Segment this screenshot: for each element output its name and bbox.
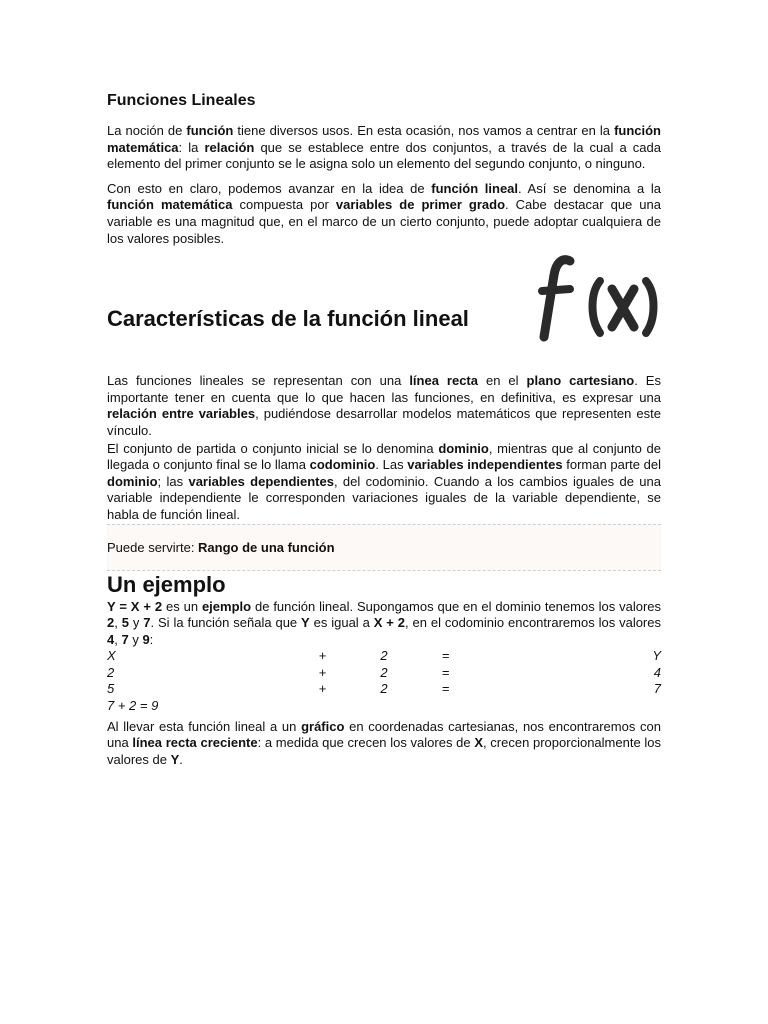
section-title-caracteristicas: Características de la función lineal bbox=[107, 306, 469, 332]
text-run: , mientras que al conjunto de llegada o conjunto final se lo llama bbox=[107, 440, 662, 473]
text-run: Al llevar esta función lineal a un bbox=[107, 718, 302, 734]
bold-term: 5 bbox=[121, 615, 129, 631]
table-cell: 7 bbox=[653, 681, 661, 697]
table-cell: = bbox=[441, 664, 450, 680]
text-run: : bbox=[149, 631, 154, 647]
bold-term: relación entre variables bbox=[107, 406, 256, 422]
text-run: : a medida que crecen los valores de bbox=[257, 735, 475, 751]
text-run: en coordenadas cartesianas, nos encontraremos con una bbox=[107, 718, 661, 751]
bold-term: Y bbox=[301, 615, 310, 631]
bold-term: dominio bbox=[438, 440, 489, 456]
paragraph-linea-recta bbox=[107, 373, 661, 439]
table-cell: 2 bbox=[380, 681, 388, 697]
section-header-caracteristicas bbox=[107, 253, 661, 373]
bold-term: 4 bbox=[107, 631, 115, 647]
text-run: , crecen proporcionalmente los valores de bbox=[107, 735, 661, 767]
section-title-funciones-lineales: Funciones Lineales bbox=[107, 92, 256, 109]
bold-term: 7 bbox=[143, 615, 151, 631]
related-prefix: Puede servirte: bbox=[107, 539, 199, 555]
example-table bbox=[107, 648, 661, 698]
table-cell: 2 bbox=[380, 648, 388, 664]
text-run: . Si la función señala que bbox=[150, 615, 302, 631]
table-cell: 4 bbox=[653, 664, 661, 680]
text-run: , bbox=[114, 615, 122, 631]
bold-term: función bbox=[186, 123, 234, 138]
text-run: en el bbox=[478, 373, 527, 389]
article-body bbox=[107, 90, 661, 768]
bold-term: función matemática bbox=[107, 123, 661, 155]
text-run: : la bbox=[178, 139, 205, 155]
text-run: es un bbox=[162, 598, 202, 614]
text-run: La noción de bbox=[107, 123, 187, 138]
text-run: , bbox=[114, 631, 122, 647]
table-row bbox=[107, 648, 661, 665]
table-cell: 2 bbox=[380, 664, 388, 680]
paragraph-grafico bbox=[107, 719, 661, 769]
table-cell: + bbox=[318, 681, 327, 697]
text-run: Con esto en claro, podemos avanzar en la idea de bbox=[107, 180, 432, 196]
bold-term: X + 2 bbox=[373, 615, 405, 631]
paragraph-funcion-definition bbox=[107, 123, 661, 173]
text-run: compuesta por bbox=[232, 197, 336, 213]
table-cell: = bbox=[441, 648, 450, 664]
bold-term: dominio bbox=[107, 473, 158, 489]
bold-term: relación bbox=[204, 139, 255, 155]
bold-term: 7 bbox=[121, 631, 129, 647]
bold-term: gráfico bbox=[301, 718, 345, 734]
text-run: . Es importante tener en cuenta que lo que hacen las funciones, en definitiva, es expresar una bbox=[107, 373, 661, 405]
table-cell: Y bbox=[652, 648, 661, 664]
text-run: tiene diversos usos. En esta ocasión, nos vamos a centrar en la bbox=[233, 123, 615, 138]
paragraph-example-intro bbox=[107, 599, 661, 649]
text-run: que se establece entre dos conjuntos, a través de la cual a cada elemento del primer conjunto se le asigna solo un elemento del segundo conjunto, o ninguno. bbox=[107, 139, 661, 172]
text-run: , del codominio. Cuando a los cambios iguales de una variable independiente le corresponden variaciones iguales de la variable dependiente, se habla de función lineal. bbox=[107, 473, 661, 522]
table-cell: + bbox=[318, 664, 327, 680]
related-article-link[interactable]: Rango de una función bbox=[198, 539, 335, 555]
bold-term: 2 bbox=[107, 615, 115, 631]
text-run: ; las bbox=[157, 473, 189, 489]
table-row bbox=[107, 681, 661, 698]
bold-term: codominio bbox=[309, 457, 376, 473]
table-cell: + bbox=[318, 648, 327, 664]
text-run: es igual a bbox=[309, 615, 374, 631]
text-run: forman parte del bbox=[562, 457, 661, 473]
bold-term: ejemplo bbox=[201, 598, 252, 614]
fx-logo-image bbox=[536, 253, 661, 343]
bold-term: 9 bbox=[142, 631, 150, 647]
text-run: El conjunto de partida o conjunto inicial se lo denomina bbox=[107, 440, 439, 456]
example-last-line: 7 + 2 = 9 bbox=[107, 698, 159, 714]
bold-term: línea recta creciente bbox=[132, 735, 258, 751]
text-run: . Así se denomina a la bbox=[518, 180, 661, 196]
table-cell: 5 bbox=[107, 681, 115, 697]
text-run: . Cabe destacar que una variable es una magnitud que, en el marco de un cierto conjunto, puede adoptar cualquiera de los valores posibles. bbox=[107, 197, 661, 246]
table-cell: 2 bbox=[107, 664, 115, 680]
text-run: . bbox=[179, 751, 183, 767]
related-article-box bbox=[107, 524, 661, 571]
section-title-un-ejemplo: Un ejemplo bbox=[107, 571, 226, 597]
bold-term: variables independientes bbox=[407, 457, 563, 473]
paragraph-funcion-lineal bbox=[107, 181, 661, 247]
table-cell: X bbox=[107, 648, 116, 664]
text-run: , pudiéndose desarrollar modelos matemáticos que representen este vínculo. bbox=[107, 406, 661, 438]
bold-term: función matemática bbox=[107, 197, 233, 213]
text-run: . Las bbox=[375, 457, 408, 473]
text-run: de función lineal. Supongamos que en el dominio tenemos los valores bbox=[251, 598, 661, 614]
text-run: y bbox=[128, 615, 144, 631]
bold-term: Y bbox=[170, 751, 180, 767]
bold-term: variables de primer grado bbox=[335, 197, 506, 213]
bold-term: Y = X + 2 bbox=[107, 598, 163, 614]
text-run: y bbox=[128, 631, 143, 647]
bold-term: línea recta bbox=[409, 373, 478, 389]
bold-term: plano cartesiano bbox=[526, 373, 635, 389]
table-row bbox=[107, 665, 661, 682]
paragraph-dominio-codominio bbox=[107, 441, 661, 524]
table-cell: = bbox=[441, 681, 450, 697]
bold-term: X bbox=[474, 735, 483, 751]
bold-term: función lineal bbox=[431, 180, 519, 196]
text-run: , en el codominio encontraremos los valores bbox=[404, 615, 661, 631]
text-run: Las funciones lineales se representan con una bbox=[107, 373, 410, 389]
bold-term: variables dependientes bbox=[188, 473, 334, 489]
